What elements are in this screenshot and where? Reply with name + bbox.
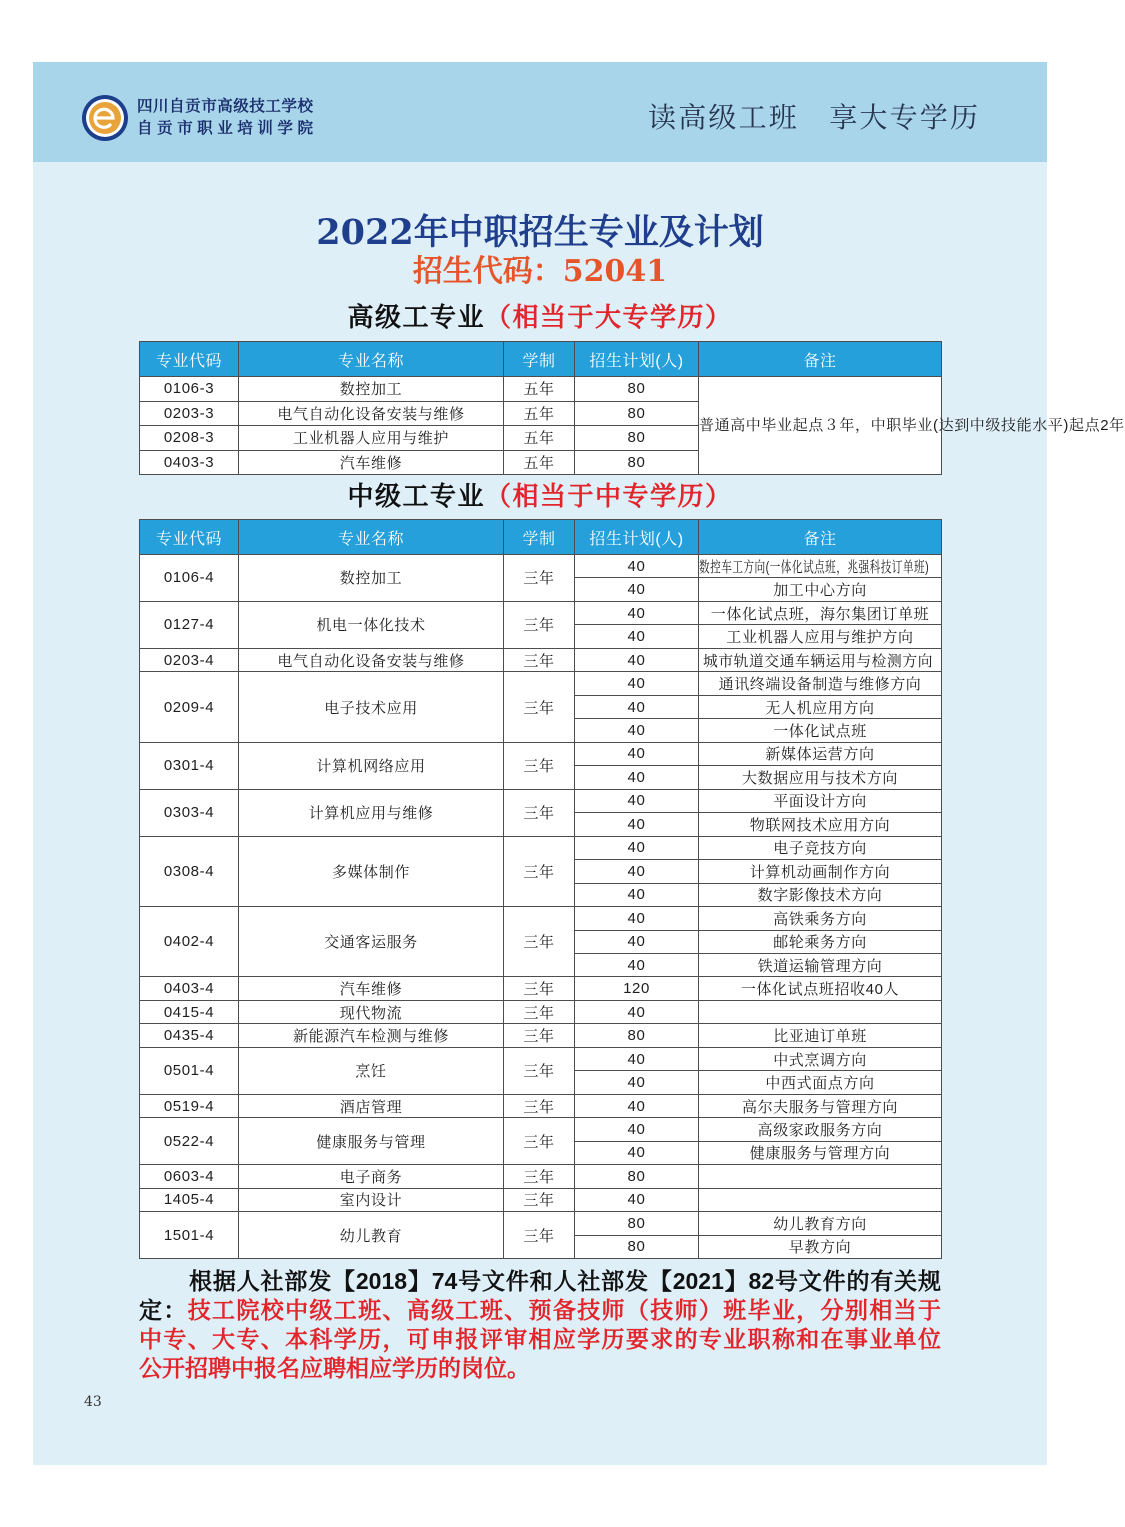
table-row bbox=[140, 1094, 942, 1117]
cell-plan: 40 bbox=[575, 719, 699, 742]
remark-text: 新媒体运营方向 bbox=[765, 746, 875, 764]
intermediate-heading-text: 中级工专业 bbox=[347, 482, 485, 512]
cell-duration: 三年 bbox=[504, 1047, 575, 1094]
table-row bbox=[140, 1047, 942, 1070]
notice-highlight: 技工院校中级工班、高级工班、预备技师（技师）班毕业，分别相当于 bbox=[187, 1297, 941, 1323]
cell-code: 0522-4 bbox=[140, 1118, 239, 1165]
cell-code: 0303-4 bbox=[140, 789, 239, 836]
cell-plan: 40 bbox=[575, 836, 699, 859]
cell-name: 酒店管理 bbox=[239, 1094, 504, 1117]
cell-remark bbox=[699, 578, 942, 601]
remark-text: 中西式面点方向 bbox=[765, 1075, 875, 1093]
table-row bbox=[140, 1000, 942, 1023]
policy-notice bbox=[139, 1267, 941, 1383]
intermediate-section-heading bbox=[0, 481, 1080, 513]
col-header-code: 专业代码 bbox=[140, 342, 239, 377]
table-row bbox=[140, 377, 942, 402]
cell-plan: 40 bbox=[575, 555, 699, 578]
cell-code: 1405-4 bbox=[140, 1188, 239, 1211]
cell-remark bbox=[699, 1141, 942, 1164]
senior-table-body bbox=[140, 377, 1125, 475]
cell-remark bbox=[699, 719, 942, 742]
remark-text: 幼儿教育方向 bbox=[773, 1215, 867, 1233]
cell-code: 0106-4 bbox=[140, 555, 239, 602]
cell-name: 电气自动化设备安装与维修 bbox=[239, 648, 504, 671]
remark-text: 一体化试点班 bbox=[773, 723, 867, 741]
cell-name: 汽车维修 bbox=[239, 977, 504, 1000]
cell-plan: 80 bbox=[575, 426, 699, 451]
cell-plan: 40 bbox=[575, 953, 699, 976]
cell-duration: 三年 bbox=[504, 648, 575, 671]
cell-code: 0127-4 bbox=[140, 601, 239, 648]
cell-plan: 80 bbox=[575, 401, 699, 426]
cell-name: 新能源汽车检测与维修 bbox=[239, 1024, 504, 1047]
cell-plan: 80 bbox=[575, 1235, 699, 1258]
cell-code: 0501-4 bbox=[140, 1047, 239, 1094]
notice-lead: 根据人社部发【2018】74号文件和人社部发【2021】82号文件的有关规 bbox=[189, 1268, 941, 1294]
remark-text: 电子竞技方向 bbox=[773, 840, 867, 858]
cell-plan: 40 bbox=[575, 1071, 699, 1094]
cell-code: 0106-3 bbox=[140, 377, 239, 402]
cell-name: 电气自动化设备安装与维修 bbox=[239, 401, 504, 426]
remark-text: 工业机器人应用与维护方向 bbox=[726, 629, 914, 647]
remark-text: 城市轨道交通车辆运用与检测方向 bbox=[702, 652, 934, 670]
cell-plan: 80 bbox=[575, 1024, 699, 1047]
cell-duration: 三年 bbox=[504, 1212, 575, 1259]
page-number: 43 bbox=[84, 1394, 102, 1410]
cell-name: 计算机应用与维修 bbox=[239, 789, 504, 836]
remark-text: 铁道运输管理方向 bbox=[757, 957, 883, 975]
table-row bbox=[140, 672, 942, 695]
cell-remark bbox=[699, 742, 942, 765]
table-row bbox=[140, 555, 942, 578]
remark-text: 高尔夫服务与管理方向 bbox=[741, 1098, 898, 1116]
cell-name: 幼儿教育 bbox=[239, 1212, 504, 1259]
table-row bbox=[140, 907, 942, 930]
cell-duration: 三年 bbox=[504, 1118, 575, 1165]
remark-text: 健康服务与管理方向 bbox=[749, 1145, 891, 1163]
col-header-plan: 招生计划(人) bbox=[575, 342, 699, 377]
table-row bbox=[140, 1165, 942, 1188]
remark-text: 早教方向 bbox=[788, 1239, 852, 1257]
table-row bbox=[140, 789, 942, 812]
remark-text: 平面设计方向 bbox=[773, 793, 867, 811]
cell-name: 数控加工 bbox=[239, 377, 504, 402]
cell-remark bbox=[699, 930, 942, 953]
cell-name: 烹饪 bbox=[239, 1047, 504, 1094]
remark-text: 高级家政服务方向 bbox=[757, 1121, 883, 1139]
notice-line bbox=[139, 1296, 941, 1325]
cell-remark bbox=[699, 860, 942, 883]
notice-highlight: 中专、大专、本科学历，可申报评审相应学历要求的专业职称和在事业单位 bbox=[139, 1326, 941, 1352]
remark-text: 中式烹调方向 bbox=[773, 1051, 867, 1069]
senior-heading-text: 高级工专业 bbox=[347, 303, 485, 333]
cell-name: 电子技术应用 bbox=[239, 672, 504, 742]
cell-code: 0415-4 bbox=[140, 1000, 239, 1023]
cell-remark bbox=[699, 813, 942, 836]
cell-plan: 40 bbox=[575, 883, 699, 906]
cell-remark bbox=[699, 1094, 942, 1117]
remark-text: 一体化试点班招收40人 bbox=[740, 981, 900, 999]
col-header-code: 专业代码 bbox=[140, 520, 239, 555]
cell-remark bbox=[699, 1235, 942, 1258]
cell-plan: 40 bbox=[575, 930, 699, 953]
senior-section-heading bbox=[0, 302, 1080, 334]
cell-plan: 40 bbox=[575, 860, 699, 883]
cell-plan: 40 bbox=[575, 742, 699, 765]
cell-code: 0301-4 bbox=[140, 742, 239, 789]
notice-lead-end: 定： bbox=[139, 1297, 188, 1323]
cell-plan: 80 bbox=[575, 1165, 699, 1188]
cell-code: 0403-3 bbox=[140, 450, 239, 475]
table-row bbox=[140, 742, 942, 765]
table-row bbox=[140, 977, 942, 1000]
school-names bbox=[137, 95, 313, 139]
cell-remark bbox=[699, 1000, 942, 1023]
remark-text: 大数据应用与技术方向 bbox=[741, 769, 898, 787]
notice-line bbox=[139, 1354, 941, 1383]
cell-remark bbox=[699, 1212, 942, 1235]
cell-name: 工业机器人应用与维护 bbox=[239, 426, 504, 451]
notice-line bbox=[139, 1325, 941, 1354]
cell-name: 数控加工 bbox=[239, 555, 504, 602]
cell-duration: 三年 bbox=[504, 555, 575, 602]
cell-name: 多媒体制作 bbox=[239, 836, 504, 906]
table-header-row bbox=[140, 342, 942, 377]
cell-remark bbox=[699, 625, 942, 648]
cell-plan: 40 bbox=[575, 578, 699, 601]
col-header-remark: 备注 bbox=[699, 520, 942, 555]
cell-duration: 三年 bbox=[504, 836, 575, 906]
cell-plan: 40 bbox=[575, 1188, 699, 1211]
intermediate-heading-note: （相当于中专学历） bbox=[485, 482, 733, 512]
cell-name: 计算机网络应用 bbox=[239, 742, 504, 789]
remark-text: 数字影像技术方向 bbox=[757, 887, 883, 905]
cell-name: 交通客运服务 bbox=[239, 907, 504, 977]
cell-plan: 40 bbox=[575, 766, 699, 789]
cell-remark bbox=[699, 1047, 942, 1070]
cell-code: 0308-4 bbox=[140, 836, 239, 906]
cell-code: 0603-4 bbox=[140, 1165, 239, 1188]
cell-duration: 三年 bbox=[504, 742, 575, 789]
cell-remark bbox=[699, 1188, 942, 1211]
senior-majors-table bbox=[139, 341, 1125, 475]
remark-text: 通讯终端设备制造与维修方向 bbox=[718, 676, 922, 694]
cell-duration: 五年 bbox=[504, 401, 575, 426]
cell-remark bbox=[699, 977, 942, 1000]
cell-duration: 三年 bbox=[504, 789, 575, 836]
cell-remark bbox=[699, 648, 942, 671]
intermediate-majors-table bbox=[139, 519, 942, 1259]
cell-duration: 五年 bbox=[504, 426, 575, 451]
cell-duration: 三年 bbox=[504, 601, 575, 648]
cell-remark bbox=[699, 1071, 942, 1094]
cell-name: 室内设计 bbox=[239, 1188, 504, 1211]
cell-code: 0402-4 bbox=[140, 907, 239, 977]
cell-remark bbox=[699, 883, 942, 906]
school-logo bbox=[81, 94, 129, 142]
cell-plan: 40 bbox=[575, 1094, 699, 1117]
enrollment-code: 招生代码：52041 bbox=[412, 254, 668, 289]
cell-remark bbox=[699, 695, 942, 718]
remark-text: 一体化试点班，海尔集团订单班 bbox=[710, 605, 930, 623]
col-header-duration: 学制 bbox=[504, 520, 575, 555]
cell-code: 0403-4 bbox=[140, 977, 239, 1000]
cell-remark bbox=[699, 836, 942, 859]
cell-code: 0209-4 bbox=[140, 672, 239, 742]
cell-remark bbox=[699, 953, 942, 976]
table-row bbox=[140, 1024, 942, 1047]
cell-duration: 三年 bbox=[504, 907, 575, 977]
col-header-name: 专业名称 bbox=[239, 342, 504, 377]
table-row bbox=[140, 601, 942, 624]
remark-text: 物联网技术应用方向 bbox=[749, 816, 891, 834]
remark-text: 比亚迪订单班 bbox=[773, 1028, 867, 1046]
remark-text: 数控车工方向(一体化试点班，兆强科技订单班) bbox=[699, 558, 930, 576]
senior-heading-note: （相当于大专学历） bbox=[485, 303, 733, 333]
cell-remark bbox=[699, 1024, 942, 1047]
col-header-plan: 招生计划(人) bbox=[575, 520, 699, 555]
cell-remark bbox=[699, 1165, 942, 1188]
cell-plan: 80 bbox=[575, 1212, 699, 1235]
cell-plan: 120 bbox=[575, 977, 699, 1000]
cell-duration: 三年 bbox=[504, 1165, 575, 1188]
cell-code: 0203-3 bbox=[140, 401, 239, 426]
cell-remark: 普通高中毕业起点３年，中职毕业(达到中级技能水平)起点2年 bbox=[699, 377, 942, 475]
cell-name: 机电一体化技术 bbox=[239, 601, 504, 648]
cell-duration: 五年 bbox=[504, 450, 575, 475]
cell-plan: 80 bbox=[575, 377, 699, 402]
cell-duration: 三年 bbox=[504, 977, 575, 1000]
cell-remark bbox=[699, 766, 942, 789]
header-slogan: 读高级工班 享大专学历 bbox=[648, 101, 978, 134]
cell-plan: 40 bbox=[575, 813, 699, 836]
school-name-secondary: 自贡市职业培训学院 bbox=[137, 119, 313, 137]
cell-code: 1501-4 bbox=[140, 1212, 239, 1259]
cell-duration: 三年 bbox=[504, 1000, 575, 1023]
cell-plan: 40 bbox=[575, 907, 699, 930]
cell-code: 0208-3 bbox=[140, 426, 239, 451]
cell-code: 0203-4 bbox=[140, 648, 239, 671]
intermediate-table-body bbox=[140, 555, 942, 1259]
cell-name: 健康服务与管理 bbox=[239, 1118, 504, 1165]
page-title: 2022年中职招生专业及计划 bbox=[316, 212, 764, 253]
cell-name: 电子商务 bbox=[239, 1165, 504, 1188]
cell-remark bbox=[699, 1118, 942, 1141]
remark-text: 计算机动画制作方向 bbox=[749, 863, 891, 881]
cell-remark bbox=[699, 555, 942, 578]
table-row bbox=[140, 1118, 942, 1141]
table-row bbox=[140, 648, 942, 671]
cell-duration: 三年 bbox=[504, 1024, 575, 1047]
cell-code: 0435-4 bbox=[140, 1024, 239, 1047]
cell-remark bbox=[699, 907, 942, 930]
cell-remark bbox=[699, 789, 942, 812]
cell-plan: 80 bbox=[575, 450, 699, 475]
cell-code: 0519-4 bbox=[140, 1094, 239, 1117]
cell-duration: 三年 bbox=[504, 1188, 575, 1211]
col-header-duration: 学制 bbox=[504, 342, 575, 377]
remark-text: 无人机应用方向 bbox=[765, 699, 875, 717]
cell-duration: 五年 bbox=[504, 377, 575, 402]
notice-line bbox=[139, 1267, 941, 1296]
cell-plan: 40 bbox=[575, 625, 699, 648]
cell-plan: 40 bbox=[575, 789, 699, 812]
cell-duration: 三年 bbox=[504, 1094, 575, 1117]
col-header-name: 专业名称 bbox=[239, 520, 504, 555]
cell-name: 现代物流 bbox=[239, 1000, 504, 1023]
cell-remark bbox=[699, 601, 942, 624]
cell-plan: 40 bbox=[575, 601, 699, 624]
cell-plan: 40 bbox=[575, 648, 699, 671]
cell-plan: 40 bbox=[575, 1118, 699, 1141]
table-row bbox=[140, 1212, 942, 1235]
remark-text: 邮轮乘务方向 bbox=[773, 934, 867, 952]
cell-plan: 40 bbox=[575, 672, 699, 695]
remark-text: 高铁乘务方向 bbox=[773, 910, 867, 928]
table-row bbox=[140, 836, 942, 859]
cell-plan: 40 bbox=[575, 1141, 699, 1164]
notice-highlight: 公开招聘中报名应聘相应学历的岗位。 bbox=[139, 1355, 530, 1381]
cell-plan: 40 bbox=[575, 1047, 699, 1070]
cell-remark bbox=[699, 672, 942, 695]
cell-plan: 40 bbox=[575, 695, 699, 718]
col-header-remark: 备注 bbox=[699, 342, 942, 377]
cell-name: 汽车维修 bbox=[239, 450, 504, 475]
cell-duration: 三年 bbox=[504, 672, 575, 742]
school-name-primary: 四川自贡市高级技工学校 bbox=[137, 97, 313, 115]
remark-text: 加工中心方向 bbox=[773, 582, 867, 600]
table-header-row bbox=[140, 520, 942, 555]
table-row bbox=[140, 1188, 942, 1211]
cell-plan: 40 bbox=[575, 1000, 699, 1023]
